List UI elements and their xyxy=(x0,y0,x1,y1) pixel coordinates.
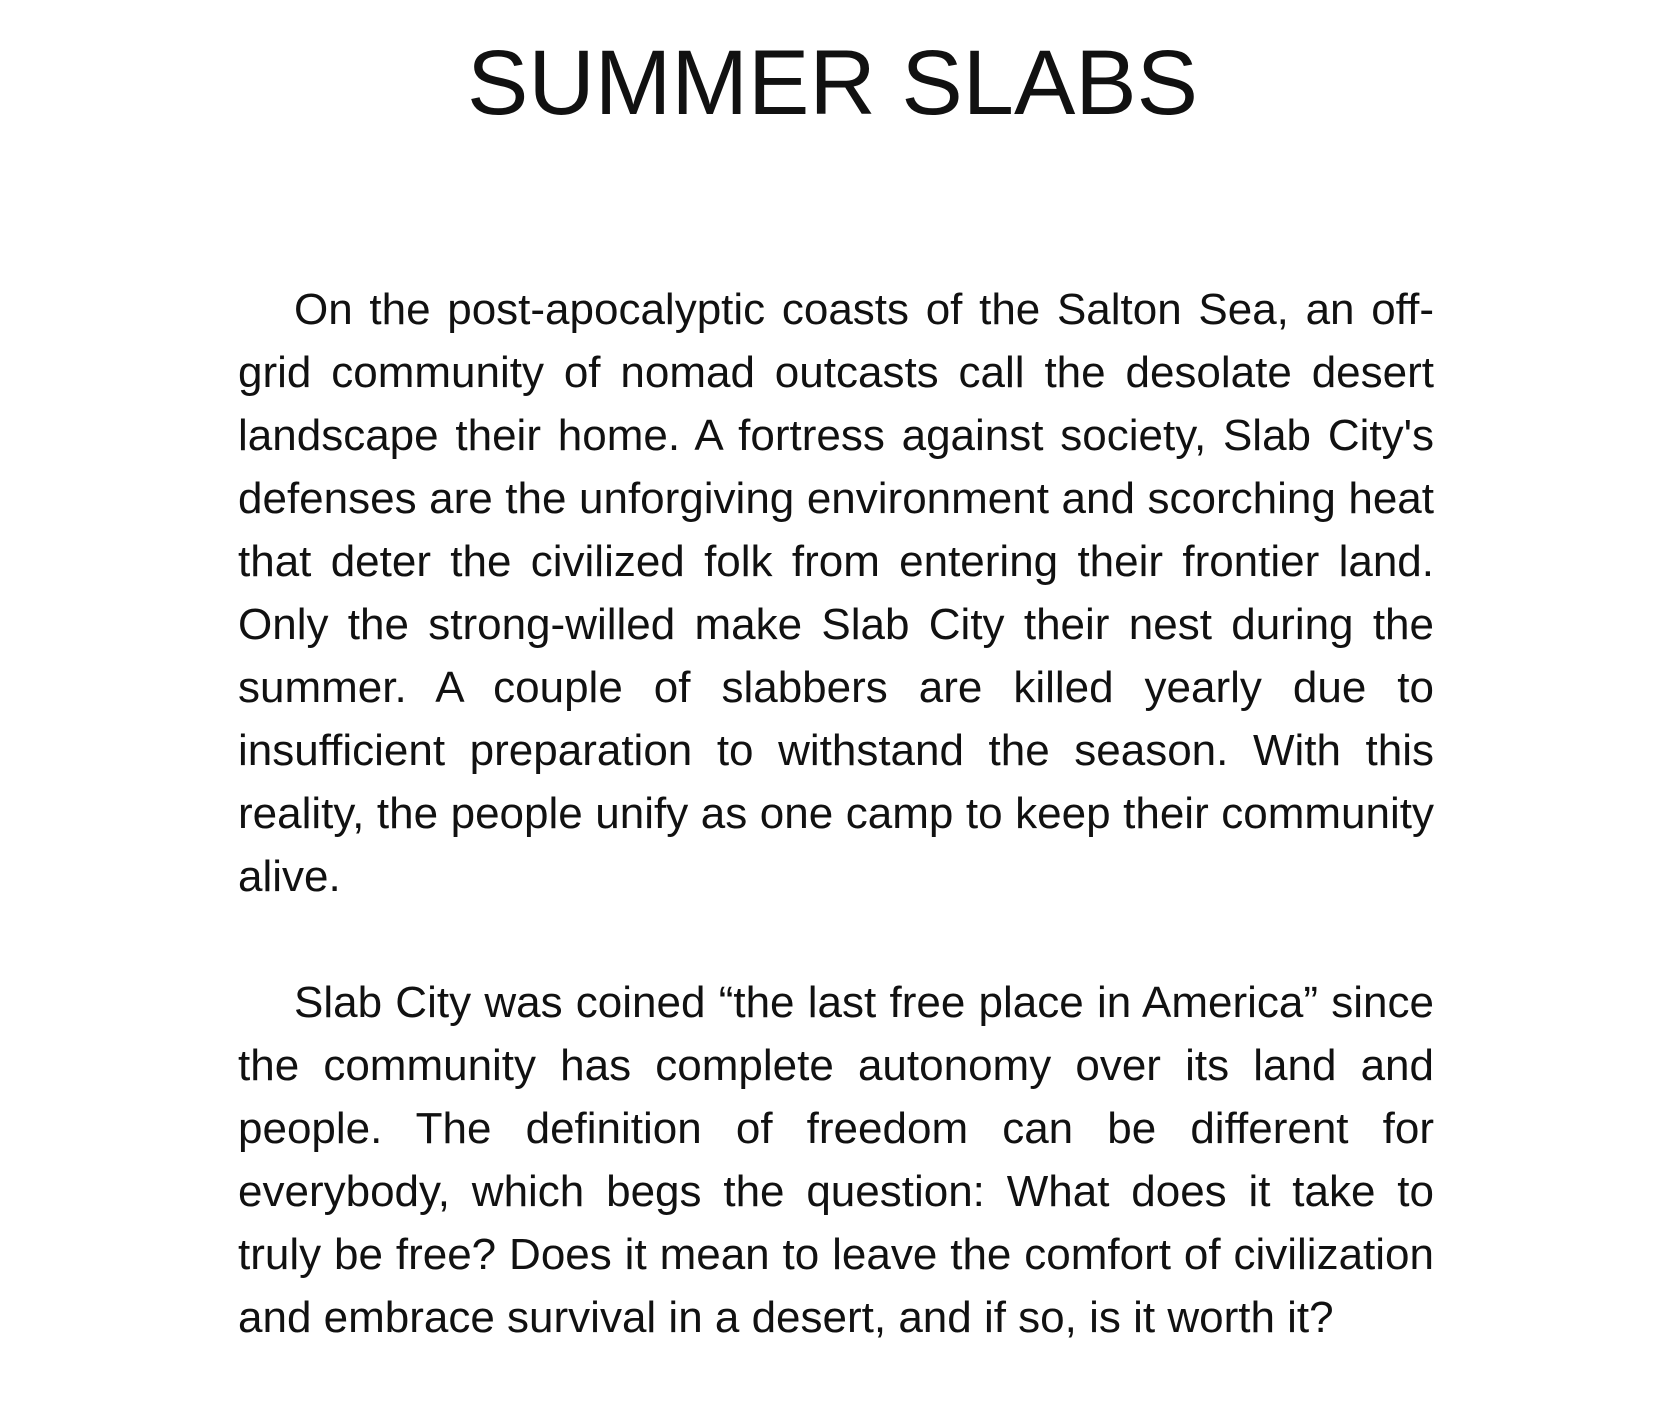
paragraph-intro: On the post-apocalyptic coasts of the Salton Sea, an off-grid community of nomad outcasts call the desolate desert landscape their home. A fortress against society, Slab City's defenses are the unforgiving environment and scorching heat that deter the civilized folk from entering their frontier land. Only the strong-willed make Slab City their nest during the summer. A couple of slabbers are killed yearly due to insufficient preparation to withstand the season. With this reality, the people unify as one camp to keep their community alive. xyxy=(238,285,1434,901)
paragraph-freedom: Slab City was coined “the last free place in America” since the community has complete autonomy over its land and people. The definition of freedom can be different for everybody, which begs the question: What does it take to truly be free? Does it mean to leave the comfort of civilization and embrace survival in a desert, and if so, is it worth it? xyxy=(238,978,1434,1342)
page-title: SUMMER SLABS xyxy=(466,32,1199,134)
body-text xyxy=(238,278,1434,1349)
